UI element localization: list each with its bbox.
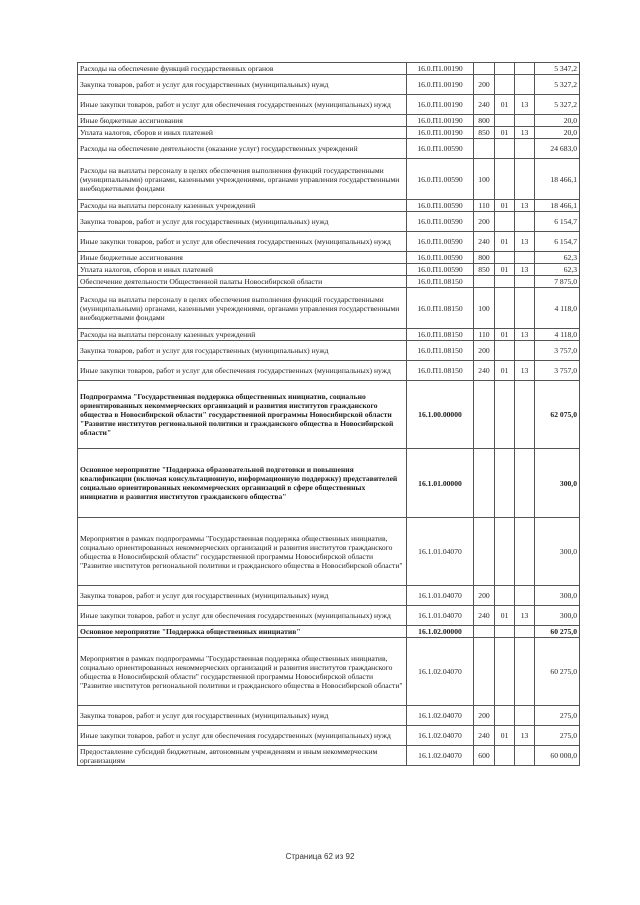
cell-name: Закупка товаров, работ и услуг для государственных (муниципальных) нужд (78, 212, 407, 232)
cell-pr: 13 (515, 606, 535, 626)
cell-sum: 275,0 (535, 726, 580, 746)
cell-name: Иные закупки товаров, работ и услуг для обеспечения государственных (муниципальных) нужд (78, 726, 407, 746)
cell-name: Иные закупки товаров, работ и услуг для обеспечения государственных (муниципальных) нужд (78, 95, 407, 115)
cell-sum: 3 757,0 (535, 361, 580, 381)
cell-pr (515, 341, 535, 361)
cell-vr: 240 (474, 606, 495, 626)
cell-sum: 60 275,0 (535, 626, 580, 638)
cell-rz (495, 449, 515, 518)
table-row (78, 232, 580, 252)
cell-name: Закупка товаров, работ и услуг для государственных (муниципальных) нужд (78, 75, 407, 95)
cell-name: Расходы на выплаты персоналу казенных учреждений (78, 329, 407, 341)
cell-pr (515, 586, 535, 606)
cell-sum: 5 327,2 (535, 75, 580, 95)
cell-name: Расходы на выплаты персоналу в целях обеспечения выполнения функций государственными (муниципальными) органами, казенными учреждениями, органами управления государственными внебюджетными фондами (78, 288, 407, 329)
cell-name: Основное мероприятие "Поддержка образовательной подготовки и повышения квалификации (включая консультационную, информационную поддержку) представителей социально ориентированных некоммерческих организаций в сфере общественных инициатив и развития институтов гражданского общества" (78, 449, 407, 518)
cell-rz: 01 (495, 726, 515, 746)
cell-rz (495, 75, 515, 95)
cell-rz: 01 (495, 127, 515, 139)
cell-vr: 100 (474, 159, 495, 200)
cell-code: 16.1.02.04070 (407, 638, 474, 706)
cell-vr (474, 63, 495, 75)
cell-rz: 01 (495, 606, 515, 626)
cell-code: 16.0.П1.00190 (407, 75, 474, 95)
cell-code: 16.0.П1.08150 (407, 341, 474, 361)
cell-vr: 200 (474, 586, 495, 606)
cell-code: 16.1.01.04070 (407, 586, 474, 606)
cell-sum: 62 075,0 (535, 381, 580, 449)
cell-name: Иные бюджетные ассигнования (78, 115, 407, 127)
cell-code: 16.1.02.04070 (407, 746, 474, 766)
cell-rz: 01 (495, 264, 515, 276)
cell-sum: 3 757,0 (535, 341, 580, 361)
cell-pr (515, 63, 535, 75)
cell-pr (515, 381, 535, 449)
cell-vr: 200 (474, 75, 495, 95)
cell-pr: 13 (515, 232, 535, 252)
table-row (78, 606, 580, 626)
cell-name: Предоставление субсидий бюджетным, автономным учреждениям и иным некоммерческим организациям (78, 746, 407, 766)
cell-sum: 4 118,0 (535, 288, 580, 329)
cell-rz: 01 (495, 232, 515, 252)
cell-pr: 13 (515, 95, 535, 115)
cell-vr: 200 (474, 212, 495, 232)
cell-sum: 6 154,7 (535, 232, 580, 252)
cell-pr (515, 139, 535, 159)
cell-vr: 800 (474, 252, 495, 264)
cell-vr (474, 638, 495, 706)
cell-name: Иные закупки товаров, работ и услуг для обеспечения государственных (муниципальных) нужд (78, 232, 407, 252)
table-row (78, 586, 580, 606)
cell-name: Закупка товаров, работ и услуг для государственных (муниципальных) нужд (78, 341, 407, 361)
cell-pr (515, 115, 535, 127)
cell-sum: 5 327,2 (535, 95, 580, 115)
cell-name: Иные закупки товаров, работ и услуг для обеспечения государственных (муниципальных) нужд (78, 361, 407, 381)
table-row (78, 626, 580, 638)
budget-table (77, 62, 580, 766)
cell-code: 16.0.П1.08150 (407, 329, 474, 341)
table-row (78, 115, 580, 127)
cell-code: 16.0.П1.00590 (407, 212, 474, 232)
cell-sum: 60 275,0 (535, 638, 580, 706)
cell-rz (495, 626, 515, 638)
table-row (78, 449, 580, 518)
cell-name: Закупка товаров, работ и услуг для государственных (муниципальных) нужд (78, 586, 407, 606)
cell-name: Расходы на выплаты персоналу казенных учреждений (78, 200, 407, 212)
cell-rz: 01 (495, 329, 515, 341)
cell-vr: 100 (474, 288, 495, 329)
table-row (78, 200, 580, 212)
cell-code: 16.1.00.00000 (407, 381, 474, 449)
cell-pr (515, 276, 535, 288)
cell-rz (495, 518, 515, 586)
cell-rz (495, 252, 515, 264)
table-row (78, 276, 580, 288)
cell-rz (495, 288, 515, 329)
cell-pr (515, 212, 535, 232)
cell-rz (495, 139, 515, 159)
cell-code: 16.0.П1.08150 (407, 361, 474, 381)
cell-code: 16.0.П1.00590 (407, 159, 474, 200)
cell-sum: 20,0 (535, 127, 580, 139)
cell-rz (495, 381, 515, 449)
cell-rz (495, 115, 515, 127)
cell-vr: 110 (474, 200, 495, 212)
table-row (78, 518, 580, 586)
cell-sum: 275,0 (535, 706, 580, 726)
cell-name: Иные закупки товаров, работ и услуг для обеспечения государственных (муниципальных) нужд (78, 606, 407, 626)
table-row (78, 706, 580, 726)
cell-sum: 7 875,0 (535, 276, 580, 288)
cell-pr (515, 638, 535, 706)
table-row (78, 264, 580, 276)
cell-name: Закупка товаров, работ и услуг для государственных (муниципальных) нужд (78, 706, 407, 726)
cell-sum: 300,0 (535, 586, 580, 606)
cell-vr: 850 (474, 264, 495, 276)
cell-code: 16.1.01.00000 (407, 449, 474, 518)
cell-name: Основное мероприятие "Поддержка общественных инициатив" (78, 626, 407, 638)
cell-pr: 13 (515, 200, 535, 212)
table-row (78, 95, 580, 115)
cell-vr (474, 276, 495, 288)
cell-pr: 13 (515, 264, 535, 276)
cell-rz (495, 159, 515, 200)
cell-code: 16.0.П1.00190 (407, 95, 474, 115)
cell-rz (495, 638, 515, 706)
cell-sum: 6 154,7 (535, 212, 580, 232)
table-row (78, 75, 580, 95)
cell-code: 16.0.П1.08150 (407, 288, 474, 329)
cell-vr: 200 (474, 341, 495, 361)
cell-vr: 110 (474, 329, 495, 341)
cell-rz (495, 212, 515, 232)
cell-code: 16.1.02.00000 (407, 626, 474, 638)
cell-sum: 24 683,0 (535, 139, 580, 159)
cell-pr: 13 (515, 329, 535, 341)
table-row (78, 361, 580, 381)
cell-vr: 240 (474, 726, 495, 746)
cell-code: 16.0.П1.00190 (407, 127, 474, 139)
cell-code: 16.1.02.04070 (407, 706, 474, 726)
cell-vr: 240 (474, 232, 495, 252)
cell-name: Подпрограмма "Государственная поддержка общественных инициатив, социально ориентированных некоммерческих организаций и развития институтов гражданского общества в Новосибирской области" государственной программы Новосибирской области "Развитие институтов региональной политики и гражданского общества в Новосибирской области" (78, 381, 407, 449)
table-row (78, 341, 580, 361)
cell-rz (495, 63, 515, 75)
cell-pr (515, 75, 535, 95)
cell-name: Обеспечение деятельности Общественной палаты Новосибирской области (78, 276, 407, 288)
cell-code: 16.1.02.04070 (407, 726, 474, 746)
cell-rz: 01 (495, 95, 515, 115)
table-row (78, 159, 580, 200)
table-row (78, 746, 580, 766)
cell-rz (495, 746, 515, 766)
cell-sum: 300,0 (535, 449, 580, 518)
cell-pr (515, 746, 535, 766)
table-row (78, 139, 580, 159)
cell-sum: 300,0 (535, 518, 580, 586)
cell-code: 16.0.П1.00590 (407, 264, 474, 276)
cell-sum: 62,3 (535, 264, 580, 276)
cell-vr: 200 (474, 706, 495, 726)
cell-rz: 01 (495, 361, 515, 381)
cell-name: Расходы на обеспечение функций государственных органов (78, 63, 407, 75)
cell-code: 16.1.01.04070 (407, 606, 474, 626)
cell-code: 16.0.П1.00190 (407, 115, 474, 127)
cell-sum: 60 000,0 (535, 746, 580, 766)
table-body (78, 63, 580, 766)
cell-code: 16.0.П1.00590 (407, 200, 474, 212)
cell-pr (515, 252, 535, 264)
cell-pr (515, 288, 535, 329)
cell-code: 16.0.П1.08150 (407, 276, 474, 288)
cell-name: Уплата налогов, сборов и иных платежей (78, 264, 407, 276)
cell-pr: 13 (515, 726, 535, 746)
cell-name: Мероприятия в рамках подпрограммы "Государственная поддержка общественных инициатив, социально ориентированных некоммерческих организаций и развития институтов гражданского общества в Новосибирской области" государственной программы Новосибирской области "Развитие институтов региональной политики и гражданского общества в Новосибирской области" (78, 638, 407, 706)
cell-code: 16.0.П1.00190 (407, 63, 474, 75)
table-row (78, 726, 580, 746)
cell-vr: 800 (474, 115, 495, 127)
cell-rz: 01 (495, 200, 515, 212)
cell-sum: 18 466,1 (535, 159, 580, 200)
cell-pr (515, 159, 535, 200)
cell-sum: 20,0 (535, 115, 580, 127)
cell-name: Иные бюджетные ассигнования (78, 252, 407, 264)
table-row (78, 252, 580, 264)
cell-vr (474, 449, 495, 518)
cell-vr: 600 (474, 746, 495, 766)
cell-pr (515, 626, 535, 638)
cell-code: 16.0.П1.00590 (407, 252, 474, 264)
table-row (78, 127, 580, 139)
cell-sum: 18 466,1 (535, 200, 580, 212)
cell-vr: 240 (474, 95, 495, 115)
cell-sum: 4 118,0 (535, 329, 580, 341)
cell-rz (495, 706, 515, 726)
cell-rz (495, 341, 515, 361)
cell-sum: 300,0 (535, 606, 580, 626)
cell-name: Расходы на обеспечение деятельности (оказание услуг) государственных учреждений (78, 139, 407, 159)
cell-rz (495, 276, 515, 288)
cell-code: 16.0.П1.00590 (407, 232, 474, 252)
cell-code: 16.1.01.04070 (407, 518, 474, 586)
page-footer: Страница 62 из 92 (285, 852, 355, 861)
cell-name: Мероприятия в рамках подпрограммы "Государственная поддержка общественных инициатив, социально ориентированных некоммерческих организаций и развития институтов гражданского общества в Новосибирской области" государственной программы Новосибирской области "Развитие институтов региональной политики и гражданского общества в Новосибирской области" (78, 518, 407, 586)
cell-vr: 240 (474, 361, 495, 381)
table-row (78, 212, 580, 232)
cell-vr (474, 626, 495, 638)
table-row (78, 381, 580, 449)
cell-vr (474, 139, 495, 159)
table-row (78, 638, 580, 706)
cell-name: Расходы на выплаты персоналу в целях обеспечения выполнения функций государственными (муниципальными) органами, казенными учреждениями, органами управления государственными внебюджетными фондами (78, 159, 407, 200)
cell-vr (474, 518, 495, 586)
cell-pr: 13 (515, 361, 535, 381)
cell-pr: 13 (515, 127, 535, 139)
cell-rz (495, 586, 515, 606)
table-row (78, 288, 580, 329)
cell-vr: 850 (474, 127, 495, 139)
cell-code: 16.0.П1.00590 (407, 139, 474, 159)
cell-sum: 62,3 (535, 252, 580, 264)
table-row (78, 63, 580, 75)
cell-pr (515, 449, 535, 518)
cell-pr (515, 706, 535, 726)
cell-sum: 5 347,2 (535, 63, 580, 75)
cell-name: Уплата налогов, сборов и иных платежей (78, 127, 407, 139)
cell-pr (515, 518, 535, 586)
table-row (78, 329, 580, 341)
cell-vr (474, 381, 495, 449)
